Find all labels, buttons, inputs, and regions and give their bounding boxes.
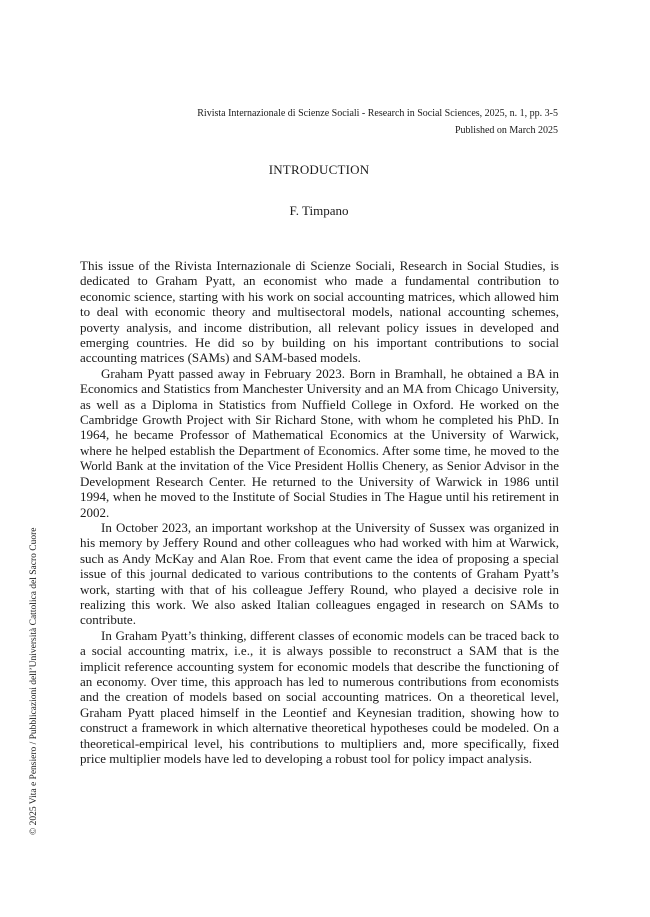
article-body	[80, 258, 559, 766]
article-author: F. Timpano	[289, 203, 349, 218]
paragraph: In October 2023, an important workshop at the University of Sussex was organized in his memory by Jeffery Round and other colleagues who had worked with him at Warwick, such as Andy McKay and Alan Roe. From that event came the idea of proposing a special issue of this journal dedicated to various contributions to the contents of Graham Pyatt’s work, starting with that of his colleague Jeffery Round, who played a decisive role in realizing this work. We also asked Italian colleagues engaged in research on SAMs to contribute.	[80, 519, 559, 628]
copyright-sidebar: © 2025 Vita e Pensiero / Pubblicazioni dell’Università Cattolica del Sacro Cuore	[29, 527, 39, 835]
paragraph: This issue of the Rivista Internazionale di Scienze Sociali, Research in Social Studies, is dedicated to Graham Pyatt, an economist who made a fundamental contribution to economic science, starting with his work on social accounting matrices, which allowed him to deal with economic theory and multisectoral models, national accounting schemes, poverty analysis, and income distribution, all relevant policy issues in developed and emerging countries. He did so by building on his important contributions to social accounting matrices (SAMs) and SAM-based models.	[80, 258, 559, 366]
article-title: INTRODUCTION	[268, 162, 370, 177]
paragraph: Graham Pyatt passed away in February 2023. Born in Bramhall, he obtained a BA in Economics and Statistics from Manchester University and an MA from Chicago University, as well as a Diploma in Statistics from Nuffield College in Oxford. He worked on the Cambridge Growth Project with Sir Richard Stone, with whom he completed his PhD. In 1964, he became Professor of Mathematical Economics at the University of Warwick, where he helped establish the Department of Economics. After some time, he moved to the World Bank at the invitation of the Vice President Hollis Chenery, as Senior Advisor in the Development Research Center. He returned to the University of Warwick in 1986 until 1994, when he moved to the Institute of Social Studies in The Hague until his retirement in 2002.	[80, 365, 559, 520]
publication-date: Published on March 2025	[454, 125, 558, 136]
paragraph: In Graham Pyatt’s thinking, different classes of economic models can be traced back to a social accounting matrix, i.e., it is always possible to reconstruct a SAM that is the implicit reference accounting system for economic models that describe the functioning of an economy. Over time, this approach has led to numerous contributions from economists and the creation of models based on social accounting matrices. On a theoretical level, Graham Pyatt placed himself in the Leontief and Keynesian tradition, showing how to construct a framework in which alternative theoretical hypotheses could be modeled. On a theoretical-empirical level, his contributions to multipliers and, more specifically, fixed price multiplier models have led to developing a robust tool for policy impact analysis.	[80, 627, 559, 766]
journal-citation: Rivista Internazionale di Scienze Sociali - Research in Social Sciences, 2025, n. 1, pp. 3-5	[197, 108, 558, 119]
running-header	[80, 105, 558, 139]
